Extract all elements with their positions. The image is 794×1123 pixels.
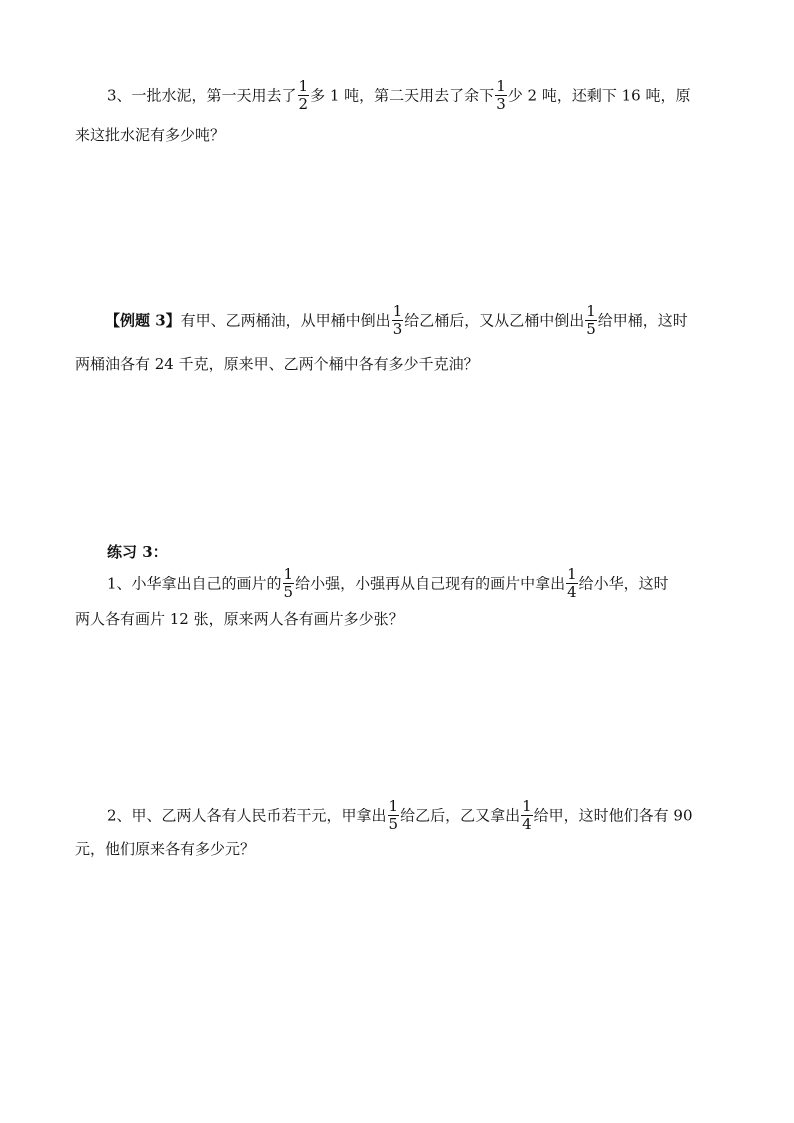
practice-3-item-1-text-a: 1、小华拿出自己的画片的 <box>107 574 282 593</box>
example-3-text-c: 给甲桶，这时 <box>597 311 688 330</box>
fraction-denominator: 5 <box>388 815 399 833</box>
fraction-numerator: 1 <box>522 797 532 815</box>
example-3-label: 【例题 3】 <box>105 311 181 330</box>
fraction-numerator: 1 <box>283 565 294 583</box>
example-3-text-a: 有甲、乙两桶油，从甲桶中倒出 <box>180 311 391 330</box>
example-3-line-1 <box>105 302 688 338</box>
fraction-numerator: 1 <box>392 302 403 320</box>
problem-3-text-b: 多 1 吨，第二天用去了余下 <box>310 86 495 105</box>
fraction-one-fifth <box>283 567 295 600</box>
fraction-numerator: 1 <box>567 565 577 583</box>
fraction-denominator: 2 <box>298 95 309 113</box>
fraction-denominator: 4 <box>522 815 532 833</box>
practice-3-item-2-text-b: 给乙后，乙又拿出 <box>400 806 521 825</box>
practice-3-item-1-text-b: 给小强，小强再从自己现有的画片中拿出 <box>295 574 566 593</box>
practice-3-item-2-line-1 <box>107 797 693 833</box>
fraction-denominator: 5 <box>283 583 294 601</box>
fraction-denominator: 3 <box>392 320 403 338</box>
problem-3-line-2 <box>75 128 225 143</box>
practice-3-item-1-text-line-2: 两人各有画片 12 张，原来两人各有画片多少张？ <box>75 610 404 628</box>
fraction-numerator: 1 <box>298 77 309 95</box>
practice-3-heading: 练习 3： <box>107 543 168 561</box>
problem-3-text-a: 3、一批水泥，第一天用去了 <box>107 86 297 105</box>
practice-3-item-1-line-1 <box>107 565 669 601</box>
fraction-one-third <box>495 79 507 112</box>
example-3-line-2 <box>75 357 479 372</box>
practice-3-item-2-text-line-2: 元，他们原来各有多少元？ <box>75 840 256 858</box>
fraction-one-quarter <box>521 799 533 832</box>
practice-3-item-2-text-a: 2、甲、乙两人各有人民币若干元，甲拿出 <box>107 806 387 825</box>
problem-3-text-line-2: 来这批水泥有多少吨？ <box>75 126 226 144</box>
practice-3-item-2-line-2 <box>75 842 255 857</box>
fraction-numerator: 1 <box>496 77 506 95</box>
example-3-text-b: 给乙桶后，又从乙桶中倒出 <box>404 311 585 330</box>
fraction-one-quarter <box>566 567 578 600</box>
fraction-one-half <box>298 79 310 112</box>
problem-3-text-c: 少 2 吨，还剩下 16 吨，原 <box>507 86 691 105</box>
fraction-numerator: 1 <box>388 797 399 815</box>
practice-3-item-1-line-2 <box>75 612 404 627</box>
fraction-denominator: 3 <box>496 95 506 113</box>
fraction-one-third <box>392 304 404 337</box>
practice-3-item-1-text-c: 给小华，这时 <box>578 574 669 593</box>
fraction-denominator: 4 <box>567 583 577 601</box>
practice-3-item-2-text-c: 给甲，这时他们各有 90 <box>533 806 693 825</box>
fraction-one-fifth <box>388 799 400 832</box>
problem-3-line-1 <box>107 77 691 113</box>
fraction-numerator: 1 <box>586 302 596 320</box>
fraction-one-fifth <box>585 304 597 337</box>
fraction-denominator: 5 <box>586 320 596 338</box>
example-3-text-line-2: 两桶油各有 24 千克，原来甲、乙两个桶中各有多少千克油？ <box>75 355 479 373</box>
